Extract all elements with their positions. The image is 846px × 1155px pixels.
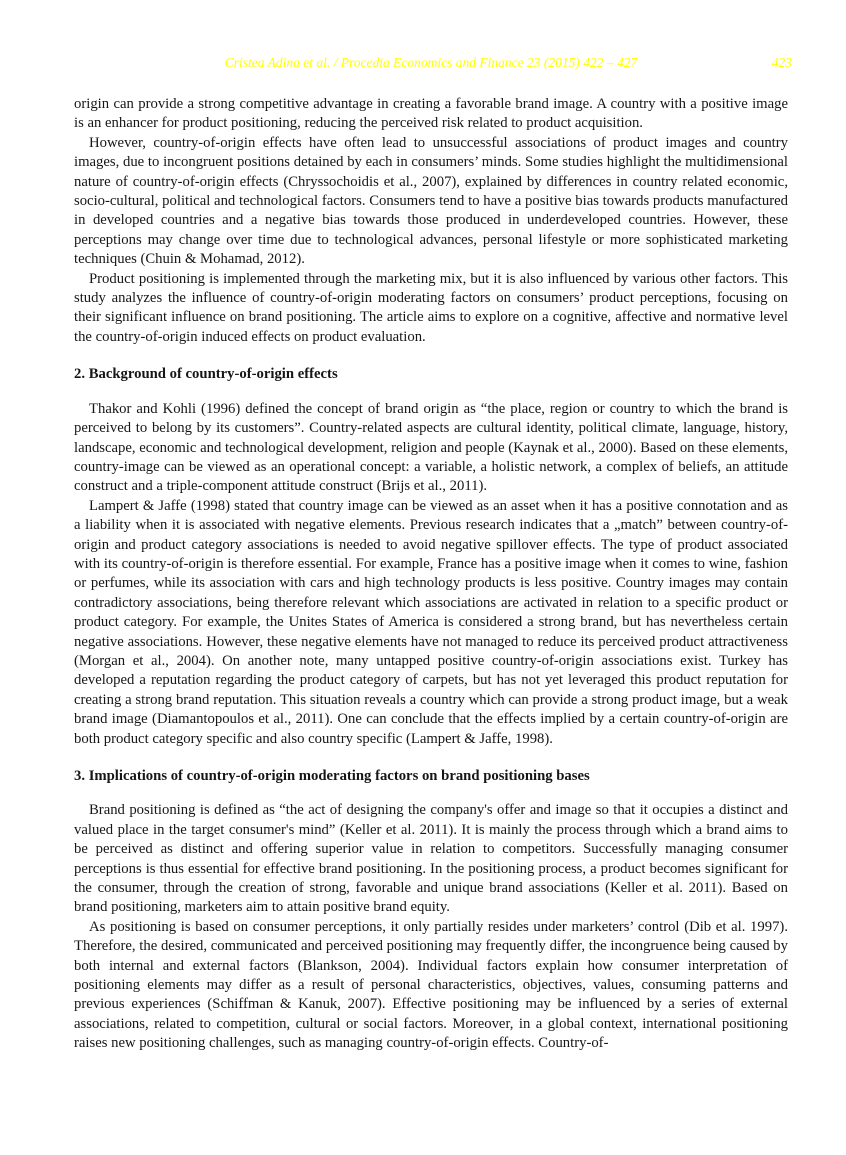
body-paragraph: However, country-of-origin effects have often lead to unsuccessful associations of product images and country images, due to incongruent positions detained by each in consumers’ minds. Some studies highlight the multidimensional nature of country-of-origin effects (Chryssochoidis et al., 2007), explained by differences in country related economic, socio-cultural, political and technological factors. Consumers tend to have a positive bias towards products manufactured in developed countries and a negative bias towards those produced in underdeveloped countries. However, these perceptions may change over time due to technological advances, personal lifestyle or more sophisticated marketing techniques (Chuin & Mohamad, 2012). [74,134,788,268]
body-paragraph: As positioning is based on consumer perceptions, it only partially resides under marketers’ control (Dib et al. 1997). Therefore, the desired, communicated and perceived positioning may frequently differ, the incongruence being caused by both internal and external factors (Blankson, 2004). Individual factors explain how consumer interpretation of positioning elements may differ as a result of personal characteristics, objectives, values, consuming patterns and previous experiences (Schiffman & Kanuk, 2007). Effective positioning may be influenced by a series of external associations, related to competition, cultural or social factors. Moreover, in a global context, international positioning raises new positioning challenges, such as managing country-of-origin effects. Country-of- [74,918,788,1052]
body-paragraph: Thakor and Kohli (1996) defined the concept of brand origin as “the place, region or country to which the brand is perceived to belong by its customers”. Country-related aspects are cultural identity, political climate, language, history, landscape, economic and technological development, religion and people (Kaynak et al., 2000). Based on these elements, country-image can be viewed as an operational concept: a variable, a holistic network, a complex of beliefs, an attitude construct and a triple-component attitude construct (Brijs et al., 2011). [74,400,788,495]
body-paragraph: Lampert & Jaffe (1998) stated that country image can be viewed as an asset when it has a positive connotation and as a liability when it is associated with negative elements. Previous research indicates that a „match” between country-of-origin and product category associations is needed to avoid negative spillover effects. The type of product associated with its country-of-origin is therefore essential. For example, France has a positive image when it comes to wine, fashion or perfumes, while its association with cars and high technology products is less positive. Country images may contain contradictory associations, being therefore relevant which associations are activated in relation to a specific product or product category. For example, the Unites States of America is considered a strong brand, but has nevertheless certain negative associations. However, these negative elements have not managed to reduce its perceived product attractiveness (Morgan et al., 2004). On another note, many untapped positive country-of-origin associations exist. Turkey has developed a reputation regarding the product category of carpets, but has not yet leveraged this product reputation for creating a strong brand reputation. This situation reveals a country which can provide a strong product image, but a weak brand image (Diamantopoulos et al., 2011). One can conclude that the effects implied by a certain country-of-origin are both product category specific and also country specific (Lampert & Jaffe, 1998). [74,497,788,747]
body-paragraph: Product positioning is implemented through the marketing mix, but it is also influenced by various other factors. This study analyzes the influence of country-of-origin moderating factors on consumers’ product perceptions, focusing on their significant influence on brand positioning. The article aims to explore on a cognitive, affective and normative level the country-of-origin induced effects on product evaluation. [74,270,788,345]
body-paragraph: origin can provide a strong competitive advantage in creating a favorable brand image. A country with a positive image is an enhancer for product positioning, reducing the perceived risk related to product acquisition. [74,96,788,132]
header-page-number: 423 [771,55,792,70]
section-heading-implications: 3. Implications of country-of-origin moderating factors on brand positioning bases [74,768,590,784]
section-heading-background: 2. Background of country-of-origin effects [74,366,338,383]
running-header [74,54,792,74]
header-citation: Cristea Adina et al. / Procedia Economics and Finance 23 (2015) 422 – 427 [224,55,638,70]
body-paragraph: Brand positioning is defined as “the act of designing the company's offer and image so that it occupies a distinct and valued place in the target consumer's mind” (Keller et al. 2011). It is mainly the process through which a brand aims to be perceived as distinct and offering superior value in relation to competitors. Successfully managing consumer perceptions is thus essential for effective brand positioning. In the positioning process, a product becomes significant for the consumer, through the creation of strong, favorable and unique brand associations (Keller et al. 2011). Based on brand positioning, marketers aim to attain positive brand equity. [74,802,788,916]
page-body [74,95,788,1054]
